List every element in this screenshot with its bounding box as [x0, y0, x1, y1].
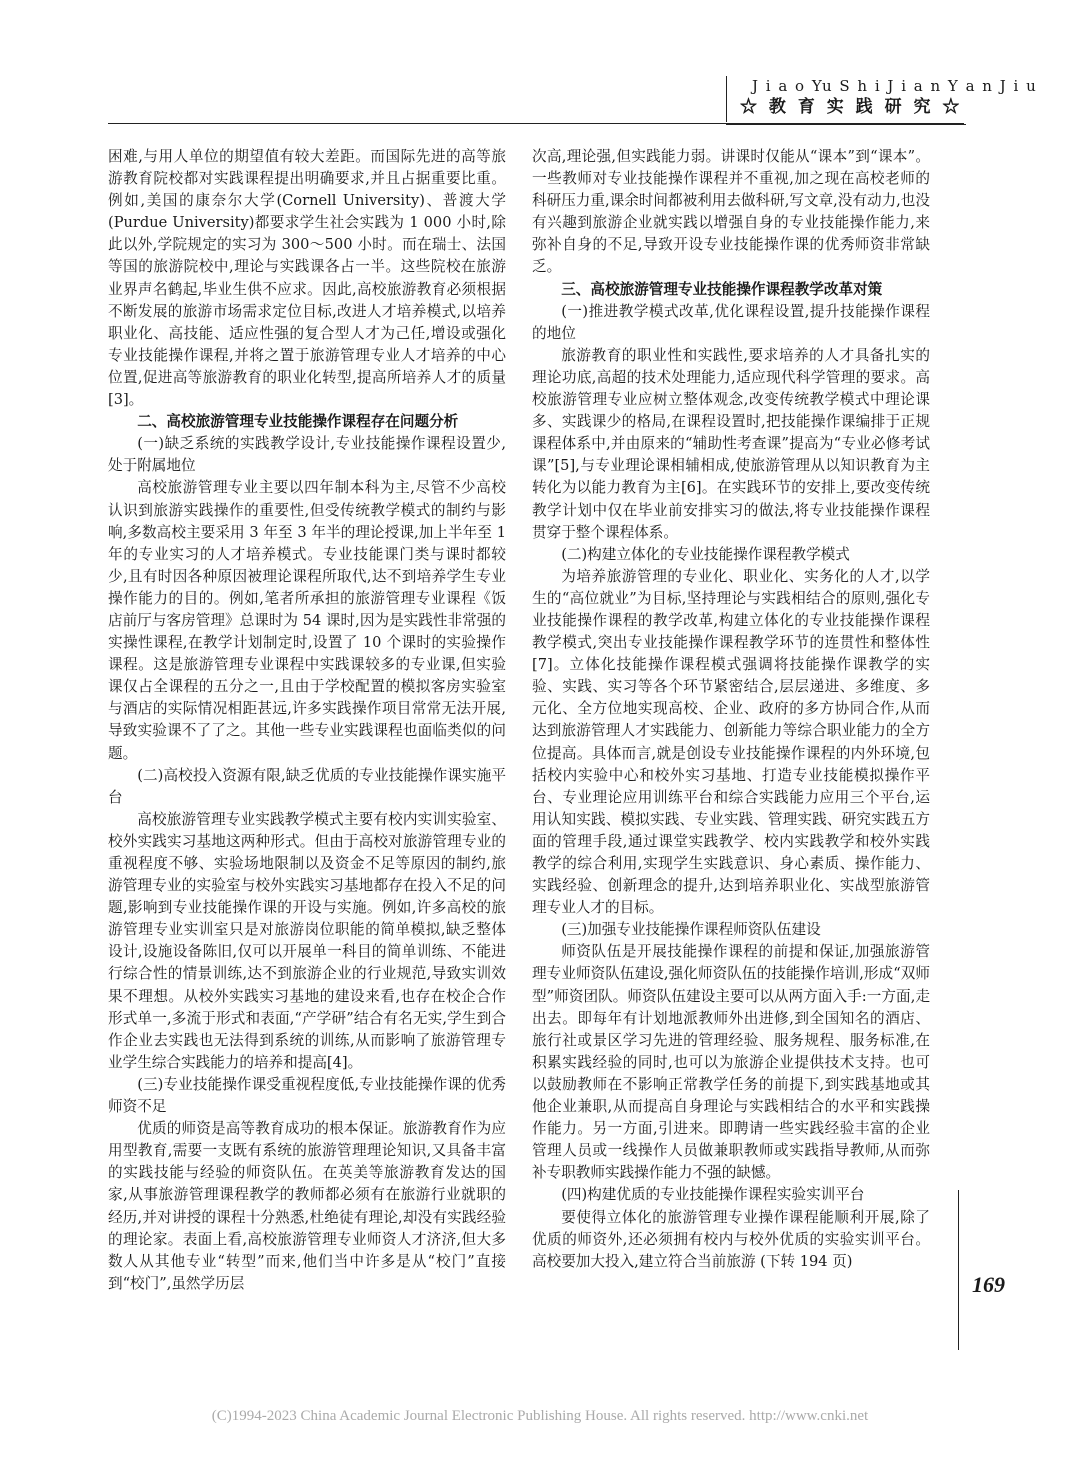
subsection-heading: (三)专业技能操作课受重视程度低,专业技能操作课的优秀师资不足 — [108, 1075, 506, 1116]
header-rule — [726, 124, 966, 125]
margin-rule — [958, 1190, 959, 1350]
body-paragraph: 次高,理论强,但实践能力弱。讲课时仅能从“课本”到“课本”。一些教师对专业技能操作课程并不重视,加之现在高校老师的科研压力重,课余时间都被利用去做科研,写文章,没有动力,也没有兴趣到旅游企业就实践以增强自身的专业技能操作能力,来弥补自身的不足,导致开设专业技能操作课的优秀师资非常缺乏。 — [532, 148, 930, 276]
right-column — [532, 146, 930, 1273]
left-column — [108, 146, 506, 1295]
body-paragraph: 师资队伍是开展技能操作课程的前提和保证,加强旅游管理专业师资队伍建设,强化师资队伍的技能操作培训,形成“双师型”师资团队。师资队伍建设主要可以从两方面入手:一方面,走出去。即每年有计划地派教师外出进修,到全国知名的酒店、旅行社或景区学习先进的管理经验、服务规程、服务标准,在积累实践经验的同时,也可以为旅游企业提供技术支持。也可以鼓励教师在不影响正常教学任务的前提下,到实践基地或其他企业兼职,从而提高自身理论与实践相结合的水平和实践操作能力。另一方面,引进来。即聘请一些实践经验丰富的企业管理人员或一线操作人员做兼职教师或实践指导教师,从而弥补专职教师实践操作能力不强的缺憾。 — [532, 943, 930, 1182]
body-paragraph: 旅游教育的职业性和实践性,要求培养的人才具备扎实的理论功底,高超的技术处理能力,适应现代科学管理的要求。高校旅游管理专业应树立整体观念,改变传统教学模式中理论课多、实践课少的格局,在课程设置时,把技能操作课编排于正规课程体系中,并由原来的“辅助性考查课”提高为“专业必修考试课”[5],与专业理论课相辅相成,使旅游管理从以知识教育为主转化为以能力教育为主[6]。在实践环节的安排上,要改变传统教学计划中仅在毕业前安排实习的做法,将专业技能操作课程贯穿于整个课程体系。 — [532, 346, 930, 541]
section-heading: 二、高校旅游管理专业技能操作课程存在问题分析 — [137, 413, 459, 431]
subsection-heading: (一)缺乏系统的实践教学设计,专业技能操作课程设置少,处于附属地位 — [108, 435, 506, 475]
running-header — [726, 76, 1038, 118]
header-pinyin: J i a o Yu S h i J i a n Y a n J i u — [752, 77, 1038, 95]
header-divider — [726, 76, 727, 122]
body-paragraph: 高校旅游管理专业实践教学模式主要有校内实训实验室、校外实践实习基地这两种形式。但由于高校对旅游管理专业的重视程度不够、实验场地限制以及资金不足等原因的制约,旅游管理专业的实验室与校外实践实习基地都存在投入不足的问题,影响到专业技能操作课的开设与实施。例如,许多高校的旅游管理专业实训室只是对旅游岗位职能的简单模拟,缺乏整体设计,设施设备陈旧,仅可以开展单一科目的简单训练、不能进行综合性的情景训练,达不到旅游企业的行业规范,导致实训效果不理想。从校外实践实习基地的建设来看,也存在校企合作形式单一,多流于形式和表面,“产学研”结合有名无实,学生到合作企业去实践也无法得到系统的训练,从而影响了旅游管理专业学生综合实践能力的培养和提高[4]。 — [108, 810, 506, 1071]
body-paragraph: 高校旅游管理专业主要以四年制本科为主,尽管不少高校认识到旅游实践操作的重要性,但受传统教学模式的制约与影响,多数高校主要采用 3 年至 3 年半的理论授课,加上半年至 1 年的专业实习的人才培养模式。专业技能课门类与课时都较少,且有时因各种原因被理论课程所取代,达不到培养学生专业操作能力的目的。例如,笔者所承担的旅游管理专业课程《饭店前厅与客房管理》总课时为 54 课时,因为是实践性非常强的实操性课程,在教学计划制定时,设置了 10 个课时的实验操作课程。这是旅游管理专业课程中实践课较多的专业课,但实验课仅占全课程的五分之一,且由于学校配置的模拟客房实验室与酒店的实际情况相距甚远,许多实践操作项目常常无法开展,导致实验课不了了之。其他一些专业实践课程也面临类似的问题。 — [108, 479, 506, 762]
body-paragraph: 为培养旅游管理的专业化、职业化、实务化的人才,以学生的“高位就业”为目标,坚持理论与实践相结合的原则,强化专业技能操作课程的教学改革,构建立体化的专业技能操作课程教学模式,突出专业技能操作课程教学环节的连贯性和整体性[7]。立体化技能操作课程模式强调将技能操作课教学的实验、实践、实习等各个环节紧密结合,层层递进、多维度、多元化、全方位地实现高校、企业、政府的多方协同合作,从而达到旅游管理人才实践能力、创新能力等综合职业能力的全方位提高。具体而言,就是创设专业技能操作课程的内外环境,包括校内实验中心和校外实习基地、打造专业技能模拟操作平台、专业理论应用训练平台和综合实践能力应用三个平台,运用认知实践、模拟实践、专业实践、管理实践、研究实践五方面的管理手段,通过课堂实践教学、校内实践教学和校外实践教学的综合利用,实现学生实践意识、身心素质、操作能力、实践经验、创新理念的提升,达到培养职业化、实战型旅游管理专业人才的目标。 — [532, 567, 930, 917]
subsection-heading: (二)构建立体化的专业技能操作课程教学模式 — [561, 545, 850, 563]
copyright-footer: (C)1994-2023 China Academic Journal Electronic Publishing House. All rights reserved. http://www.cnki.net — [211, 1408, 869, 1424]
subsection-heading: (三)加强专业技能操作课程师资队伍建设 — [561, 921, 821, 939]
subsection-heading: (一)推进教学模式改革,优化课程设置,提升技能操作课程的地位 — [532, 302, 930, 342]
body-paragraph: 困难,与用人单位的期望值有较大差距。而国际先进的高等旅游教育院校都对实践课程提出明确要求,并且占据重要比重。例如,美国的康奈尔大学(Cornell University)、普渡大学(Purdue University)都要求学生社会实践为 1 000 小时,除此以外,学院规定的实习为 300～500 小时。而在瑞士、法国等国的旅游院校中,理论与实践课各占一半。这些院校在旅游业界声名鹤起,毕业生供不应求。因此,高校旅游教育必须根据不断发展的旅游市场需求定位目标,改进人才培养模式,以培养职业化、高技能、适应性强的复合型人才为己任,增设或强化专业技能操作课程,并将之置于旅游管理专业人才培养的中心位置,促进高等旅游教育的职业化转型,提高所培养人才的质量[3]。 — [108, 148, 506, 409]
header-title: ☆ 教 育 实 践 研 究 ☆ — [740, 97, 963, 117]
top-rule — [108, 123, 964, 124]
body-paragraph: 要使得立体化的旅游管理专业操作课程能顺利开展,除了优质的师资外,还必须拥有校内与校外优质的实验实训平台。高校要加大投入,建立符合当前旅游 (下转 194 页) — [532, 1208, 930, 1270]
subsection-heading: (四)构建优质的专业技能操作课程实验实训平台 — [561, 1186, 865, 1204]
page-number: 169 — [972, 1272, 1005, 1297]
body-paragraph: 优质的师资是高等教育成功的根本保证。旅游教育作为应用型教育,需要一支既有系统的旅游管理理论知识,又具备丰富的实践技能与经验的师资队伍。在英美等旅游教育发达的国家,从事旅游管理课程教学的教师都必须有在旅游行业就职的经历,并对讲授的课程十分熟悉,杜绝徒有理论,却没有实践经验的理论家。表面上看,高校旅游管理专业师资人才济济,但大多数人从其他专业“转型”而来,他们当中许多是从“校门”直接到“校门”,虽然学历层 — [108, 1120, 506, 1292]
section-heading: 三、高校旅游管理专业技能操作课程教学改革对策 — [561, 280, 883, 298]
subsection-heading: (二)高校投入资源有限,缺乏优质的专业技能操作课实施平台 — [108, 766, 506, 806]
